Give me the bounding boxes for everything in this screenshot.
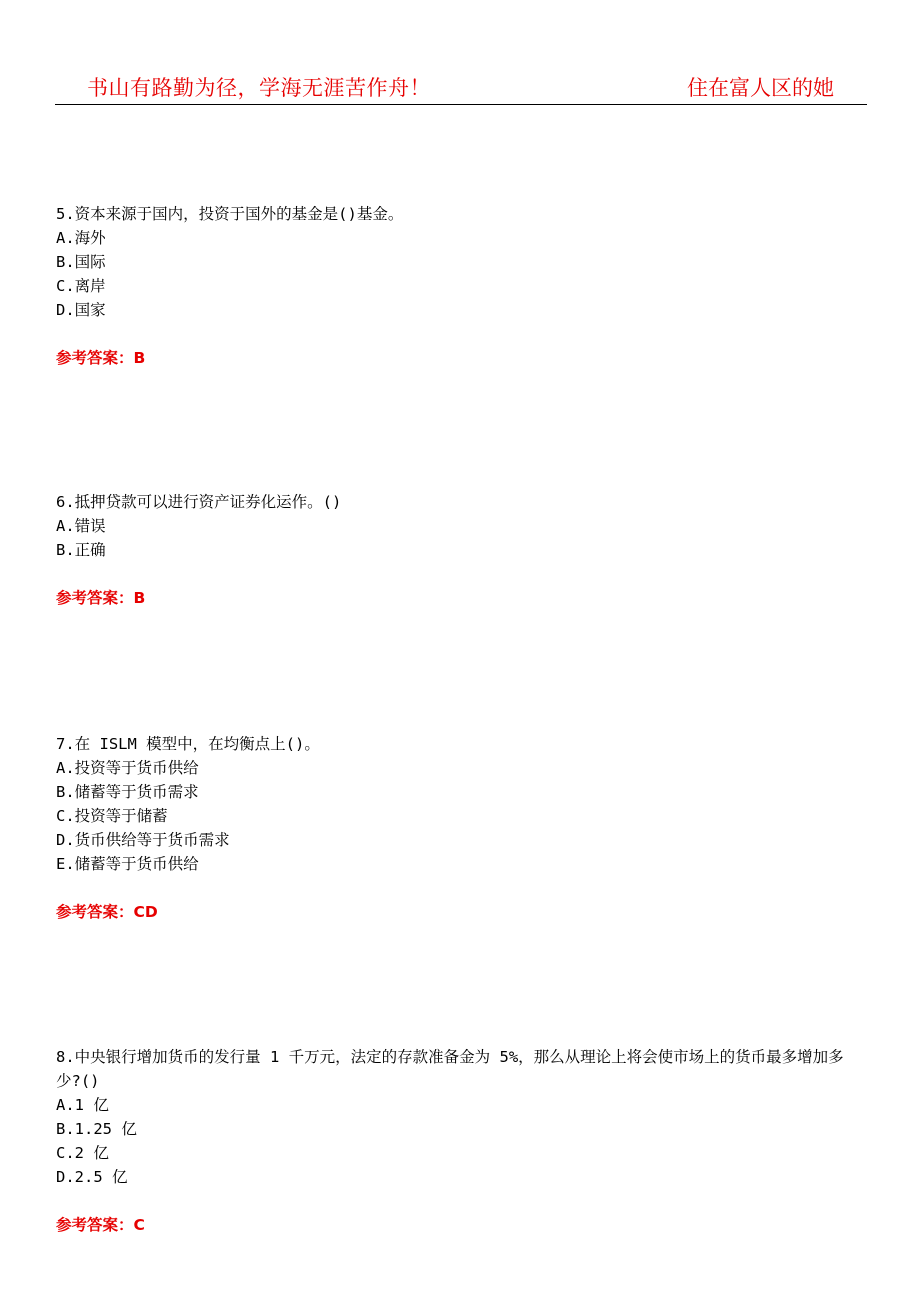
- option-b: B.储蓄等于货币需求: [56, 783, 199, 801]
- header-motto: 书山有路勤为径，学海无涯苦作舟！: [87, 76, 431, 100]
- question-text: 5.资本来源于国内，投资于国外的基金是()基金。: [56, 205, 404, 223]
- option-a: A.海外: [56, 229, 106, 247]
- option-list: [56, 514, 868, 562]
- option-list: [56, 226, 868, 322]
- question-text: 6.抵押贷款可以进行资产证券化运作。(): [56, 493, 342, 511]
- option-b: B.正确: [56, 541, 106, 559]
- question-5: [56, 202, 868, 370]
- question-7: [56, 732, 868, 924]
- question-6: [56, 490, 868, 610]
- answer-label: 参考答案：B: [56, 589, 146, 607]
- option-d: D.2.5 亿: [56, 1168, 128, 1186]
- question-text: 7.在 ISLM 模型中，在均衡点上()。: [56, 735, 320, 753]
- option-b: B.1.25 亿: [56, 1120, 137, 1138]
- question-8: [56, 1045, 868, 1237]
- answer-label: 参考答案：B: [56, 349, 146, 367]
- option-b: B.国际: [56, 253, 106, 271]
- option-e: E.储蓄等于货币供给: [56, 855, 199, 873]
- option-list: [56, 756, 868, 876]
- option-c: C.投资等于储蓄: [56, 807, 168, 825]
- answer-label: 参考答案：C: [56, 1216, 145, 1234]
- option-a: A.投资等于货币供给: [56, 759, 199, 777]
- option-c: C.2 亿: [56, 1144, 109, 1162]
- question-text: 8.中央银行增加货币的发行量 1 千万元，法定的存款准备金为 5%，那么从理论上将会使市场上的货币最多增加多少?(): [56, 1048, 844, 1090]
- option-d: D.货币供给等于货币需求: [56, 831, 230, 849]
- page-header: [55, 70, 867, 105]
- answer-label: 参考答案：CD: [56, 903, 158, 921]
- option-a: A.错误: [56, 517, 106, 535]
- option-list: [56, 1093, 868, 1189]
- option-a: A.1 亿: [56, 1096, 109, 1114]
- header-author: 住在富人区的她: [687, 76, 834, 100]
- option-d: D.国家: [56, 301, 106, 319]
- option-c: C.离岸: [56, 277, 106, 295]
